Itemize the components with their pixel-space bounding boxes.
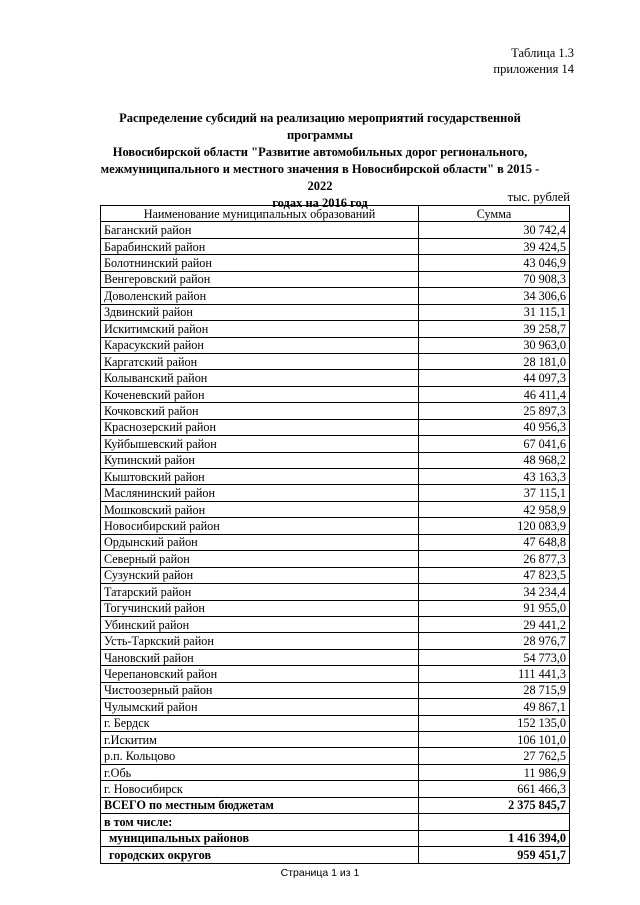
subsidy-amount: 42 958,9	[419, 501, 570, 517]
table-row	[101, 321, 570, 337]
subsidy-amount: 28 181,0	[419, 353, 570, 369]
subsidy-amount: 91 955,0	[419, 600, 570, 616]
table-row	[101, 551, 570, 567]
municipality-name: Татарский район	[101, 584, 419, 600]
subsidy-amount: 70 908,3	[419, 271, 570, 287]
subsidy-amount: 30 963,0	[419, 337, 570, 353]
including-label: в том числе:	[101, 814, 419, 830]
municipality-name: Тогучинский район	[101, 600, 419, 616]
municipality-name: г. Новосибирск	[101, 781, 419, 797]
subsidy-amount: 43 163,3	[419, 469, 570, 485]
municipality-name: Чановский район	[101, 649, 419, 665]
municipality-name: г.Искитим	[101, 732, 419, 748]
subsidy-amount: 27 762,5	[419, 748, 570, 764]
table-row	[101, 337, 570, 353]
subtotal-value: 1 416 394,0	[419, 830, 570, 846]
subsidy-amount: 47 648,8	[419, 534, 570, 550]
table-reference	[493, 45, 574, 77]
municipality-name: Каргатский район	[101, 353, 419, 369]
table-row	[101, 666, 570, 682]
subsidy-amount: 47 823,5	[419, 567, 570, 583]
table-row	[101, 419, 570, 435]
subsidy-amount: 34 306,6	[419, 288, 570, 304]
municipality-name: Усть-Таркский район	[101, 633, 419, 649]
table-row	[101, 403, 570, 419]
table-row	[101, 584, 570, 600]
subsidy-amount: 26 877,3	[419, 551, 570, 567]
municipality-name: Чистоозерный район	[101, 682, 419, 698]
including-value	[419, 814, 570, 830]
municipality-name: р.п. Кольцово	[101, 748, 419, 764]
municipality-name: Болотнинский район	[101, 255, 419, 271]
municipality-name: г. Бердск	[101, 715, 419, 731]
table-row	[101, 699, 570, 715]
subtotal-row-districts	[101, 830, 570, 846]
municipality-name: Краснозерский район	[101, 419, 419, 435]
table-row	[101, 304, 570, 320]
municipality-name: Купинский район	[101, 452, 419, 468]
municipality-name: Мошковский район	[101, 501, 419, 517]
subtotal-row-urban	[101, 847, 570, 863]
table-row	[101, 238, 570, 254]
subsidy-amount: 67 041,6	[419, 436, 570, 452]
appendix-number: приложения 14	[493, 62, 574, 76]
column-header-name: Наименование муниципальных образований	[101, 206, 419, 222]
table-row	[101, 271, 570, 287]
document-title	[100, 110, 540, 212]
table-row	[101, 567, 570, 583]
table-row	[101, 255, 570, 271]
table-header-row	[101, 206, 570, 222]
municipality-name: г.Обь	[101, 764, 419, 780]
page-footer: Страница 1 из 1	[280, 867, 360, 879]
table-row	[101, 649, 570, 665]
table-row	[101, 633, 570, 649]
subsidy-table	[100, 205, 570, 864]
subsidy-amount: 37 115,1	[419, 485, 570, 501]
subsidy-amount: 120 083,9	[419, 518, 570, 534]
subsidy-amount: 54 773,0	[419, 649, 570, 665]
municipality-name: Куйбышевский район	[101, 436, 419, 452]
subsidy-amount: 25 897,3	[419, 403, 570, 419]
subtotal-value: 959 451,7	[419, 847, 570, 863]
table-row	[101, 781, 570, 797]
municipality-name: Кочковский район	[101, 403, 419, 419]
title-line: годах на 2016 год	[272, 196, 368, 210]
municipality-name: Баганский район	[101, 222, 419, 238]
municipality-name: Северный район	[101, 551, 419, 567]
subsidy-amount: 28 715,9	[419, 682, 570, 698]
table-row	[101, 616, 570, 632]
municipality-name: Доволенский район	[101, 288, 419, 304]
municipality-name: Коченевский район	[101, 386, 419, 402]
table-row	[101, 452, 570, 468]
subsidy-amount: 34 234,4	[419, 584, 570, 600]
table-row	[101, 764, 570, 780]
table-row	[101, 518, 570, 534]
title-line: Распределение субсидий на реализацию мероприятий государственной программы	[119, 111, 521, 142]
subsidy-amount: 44 097,3	[419, 370, 570, 386]
table-row	[101, 732, 570, 748]
units-label: тыс. рублей	[507, 190, 570, 204]
subsidy-amount: 28 976,7	[419, 633, 570, 649]
subsidy-amount: 39 424,5	[419, 238, 570, 254]
subsidy-amount: 29 441,2	[419, 616, 570, 632]
total-label: ВСЕГО по местным бюджетам	[101, 797, 419, 813]
table-row	[101, 469, 570, 485]
including-row	[101, 814, 570, 830]
total-row	[101, 797, 570, 813]
subsidy-amount: 661 466,3	[419, 781, 570, 797]
table-row	[101, 682, 570, 698]
subsidy-amount: 106 101,0	[419, 732, 570, 748]
table-number: Таблица 1.3	[511, 46, 574, 60]
municipality-name: Колыванский район	[101, 370, 419, 386]
subsidy-amount: 40 956,3	[419, 419, 570, 435]
municipality-name: Чулымский район	[101, 699, 419, 715]
subsidy-amount: 30 742,4	[419, 222, 570, 238]
table-row	[101, 386, 570, 402]
table-row	[101, 288, 570, 304]
municipality-name: Убинский район	[101, 616, 419, 632]
title-line: межмуниципального и местного значения в Новосибирской области" в 2015 - 2022	[100, 162, 540, 193]
subsidy-amount: 31 115,1	[419, 304, 570, 320]
municipality-name: Черепановский район	[101, 666, 419, 682]
table-row	[101, 370, 570, 386]
municipality-name: Карасукский район	[101, 337, 419, 353]
municipality-name: Искитимский район	[101, 321, 419, 337]
subtotal-label: муниципальных районов	[101, 830, 419, 846]
municipality-name: Ордынский район	[101, 534, 419, 550]
subsidy-amount: 43 046,9	[419, 255, 570, 271]
table-row	[101, 501, 570, 517]
table-row	[101, 534, 570, 550]
municipality-name: Маслянинский район	[101, 485, 419, 501]
municipality-name: Новосибирский район	[101, 518, 419, 534]
table-row	[101, 600, 570, 616]
subsidy-amount: 46 411,4	[419, 386, 570, 402]
municipality-name: Барабинский район	[101, 238, 419, 254]
subsidy-amount: 49 867,1	[419, 699, 570, 715]
column-header-sum: Сумма	[419, 206, 570, 222]
subsidy-amount: 11 986,9	[419, 764, 570, 780]
table-row	[101, 485, 570, 501]
municipality-name: Кыштовский район	[101, 469, 419, 485]
total-value: 2 375 845,7	[419, 797, 570, 813]
title-line: Новосибирской области "Развитие автомобильных дорог регионального,	[112, 145, 528, 159]
table-body	[101, 222, 570, 797]
subsidy-amount: 152 135,0	[419, 715, 570, 731]
table-row	[101, 436, 570, 452]
subsidy-amount: 39 258,7	[419, 321, 570, 337]
table-row	[101, 748, 570, 764]
subtotal-label: городских округов	[101, 847, 419, 863]
municipality-name: Сузунский район	[101, 567, 419, 583]
municipality-name: Венгеровский район	[101, 271, 419, 287]
municipality-name: Здвинский район	[101, 304, 419, 320]
table-row	[101, 222, 570, 238]
subsidy-amount: 48 968,2	[419, 452, 570, 468]
subsidy-amount: 111 441,3	[419, 666, 570, 682]
table-row	[101, 353, 570, 369]
table-row	[101, 715, 570, 731]
